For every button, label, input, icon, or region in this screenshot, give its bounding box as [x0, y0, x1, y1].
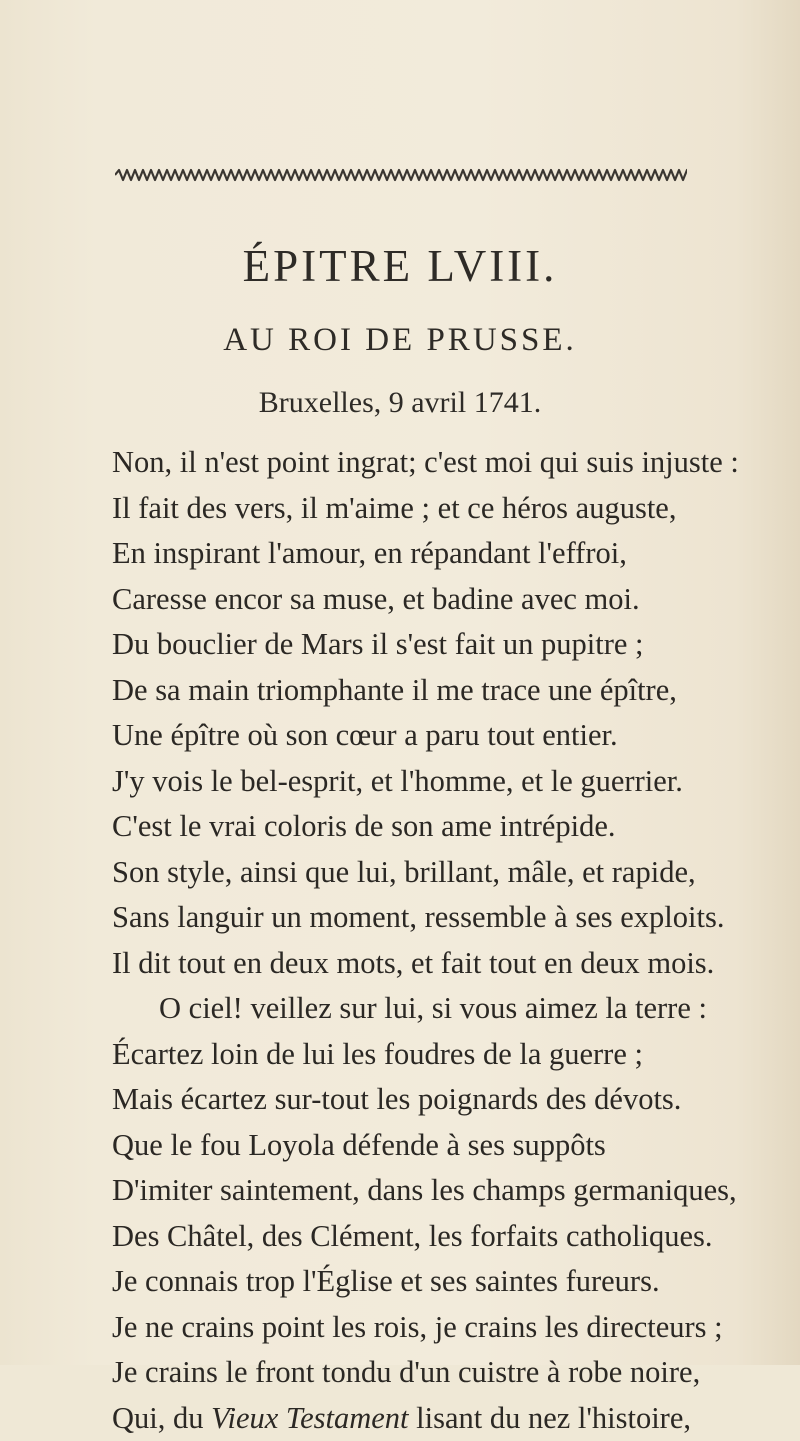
verse-line [112, 1396, 792, 1441]
poem-body [112, 440, 792, 1441]
verse-line: Mais écartez sur-tout les poignards des dévots. [112, 1077, 792, 1123]
verse-line: Son style, ainsi que lui, brillant, mâle, et rapide, [112, 850, 792, 896]
verse-line: Des Châtel, des Clément, les forfaits catholiques. [112, 1214, 792, 1260]
verse-line: Une épître où son cœur a paru tout entier. [112, 713, 792, 759]
verse-line: Je ne crains point les rois, je crains les directeurs ; [112, 1305, 792, 1351]
verse-text: Qui, du [112, 1401, 211, 1435]
verse-line: J'y vois le bel-esprit, et l'homme, et le guerrier. [112, 759, 792, 805]
epistle-addressee: AU ROI DE PRUSSE. [0, 322, 800, 359]
verse-line: Que le fou Loyola défende à ses suppôts [112, 1123, 792, 1169]
verse-text: lisant du nez l'histoire, [409, 1401, 691, 1435]
verse-line: Non, il n'est point ingrat; c'est moi qui suis injuste : [112, 440, 792, 486]
italic-book-title: Vieux Testament [211, 1401, 408, 1435]
ornamental-rule [115, 168, 687, 182]
dateline: Bruxelles, 9 avril 1741. [0, 386, 800, 420]
verse-line: De sa main triomphante il me trace une épître, [112, 668, 792, 714]
epistle-title: ÉPITRE LVIII. [0, 240, 800, 292]
verse-line: Écartez loin de lui les foudres de la guerre ; [112, 1032, 792, 1078]
verse-line: Il dit tout en deux mots, et fait tout en deux mois. [112, 941, 792, 987]
verse-line: D'imiter saintement, dans les champs germaniques, [112, 1168, 792, 1214]
verse-line-indented: O ciel! veillez sur lui, si vous aimez la terre : [112, 986, 792, 1032]
verse-line: Du bouclier de Mars il s'est fait un pupitre ; [112, 622, 792, 668]
verse-line: Je connais trop l'Église et ses saintes fureurs. [112, 1259, 792, 1305]
verse-line: Je crains le front tondu d'un cuistre à robe noire, [112, 1350, 792, 1396]
verse-line: Caresse encor sa muse, et badine avec moi. [112, 577, 792, 623]
verse-line: En inspirant l'amour, en répandant l'effroi, [112, 531, 792, 577]
verse-line: C'est le vrai coloris de son ame intrépide. [112, 804, 792, 850]
verse-line: Sans languir un moment, ressemble à ses exploits. [112, 895, 792, 941]
verse-line: Il fait des vers, il m'aime ; et ce héros auguste, [112, 486, 792, 532]
